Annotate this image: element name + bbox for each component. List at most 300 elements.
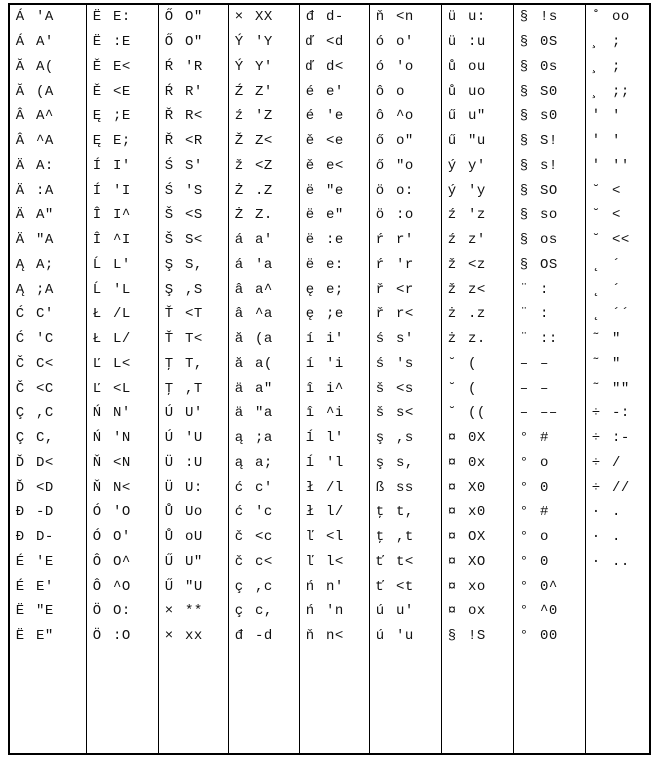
key-sequence: –: [540, 380, 549, 397]
table-row: [10, 426, 86, 451]
key-sequence: ,c: [255, 578, 273, 595]
table-row: [87, 525, 158, 550]
character: °: [519, 529, 529, 546]
table-row: [87, 228, 158, 253]
table-row: [586, 525, 649, 550]
table-row: [87, 104, 158, 129]
character: ţ: [375, 504, 385, 521]
character: ě: [305, 133, 315, 150]
key-sequence: E": [36, 628, 54, 645]
character: ź: [447, 207, 457, 224]
table-row: [10, 401, 86, 426]
table-row: [87, 129, 158, 154]
table-row: [87, 426, 158, 451]
table-row: [442, 129, 513, 154]
character: ź: [447, 232, 457, 249]
table-column: [229, 5, 300, 753]
character: ß: [375, 479, 385, 496]
character: ¨: [519, 306, 529, 323]
table-row: [10, 277, 86, 302]
key-sequence: s!: [540, 157, 558, 174]
table-row: [159, 30, 228, 55]
character: ·: [591, 504, 601, 521]
key-sequence: u': [396, 603, 414, 620]
table-row: [159, 104, 228, 129]
table-row: [10, 104, 86, 129]
character: Ż: [234, 207, 244, 224]
character: ô: [375, 83, 385, 100]
table-row: [514, 203, 585, 228]
table-row: [370, 253, 441, 278]
key-sequence: Z.: [255, 207, 273, 224]
character: Ą: [15, 281, 25, 298]
key-sequence: <r: [396, 281, 414, 298]
table-row: [10, 129, 86, 154]
key-sequence: "E: [36, 603, 54, 620]
table-row: [10, 203, 86, 228]
character: ř: [375, 306, 385, 323]
character: Ş: [164, 256, 174, 273]
character: ˚: [591, 9, 601, 26]
key-sequence: .z: [468, 306, 486, 323]
table-row: [370, 574, 441, 599]
key-sequence: (: [468, 355, 477, 372]
table-row: [370, 376, 441, 401]
table-row: [87, 302, 158, 327]
key-sequence: ..: [612, 553, 630, 570]
key-sequence: –: [540, 355, 549, 372]
table-row: [514, 327, 585, 352]
character: ę: [305, 281, 315, 298]
table-row: [586, 550, 649, 575]
table-row: [87, 475, 158, 500]
table-row: [300, 426, 369, 451]
table-row: [370, 327, 441, 352]
character: ü: [447, 34, 457, 51]
key-sequence: t,: [396, 504, 414, 521]
key-sequence: SO: [540, 182, 558, 199]
table-row: [10, 154, 86, 179]
key-sequence: x0: [468, 504, 486, 521]
character: ˘: [447, 405, 457, 422]
character: Ë: [15, 603, 25, 620]
table-row: [442, 203, 513, 228]
table-row: [514, 277, 585, 302]
character: –: [519, 355, 529, 372]
table-row: [586, 376, 649, 401]
table-row: [87, 154, 158, 179]
key-sequence: 'E: [36, 553, 54, 570]
character: ě: [305, 157, 315, 174]
table-row: [586, 401, 649, 426]
table-row: [586, 599, 649, 624]
key-sequence: n': [326, 578, 344, 595]
character: §: [519, 182, 529, 199]
key-sequence: Uo: [185, 504, 203, 521]
character: Ň: [92, 454, 102, 471]
key-sequence: :e: [326, 232, 344, 249]
key-sequence: ´: [612, 256, 621, 273]
key-sequence: /: [612, 454, 621, 471]
character: Ë: [15, 628, 25, 645]
character: Î: [92, 207, 102, 224]
character: ˛: [591, 281, 601, 298]
table-row: [514, 5, 585, 30]
key-sequence: Y': [255, 58, 273, 75]
key-sequence: (A: [36, 83, 54, 100]
table-row: [159, 574, 228, 599]
table-row: [229, 599, 299, 624]
character: Ň: [92, 479, 102, 496]
key-sequence: 'Y: [255, 34, 273, 51]
character: ł: [305, 479, 315, 496]
key-sequence: -d: [255, 628, 273, 645]
table-row: [300, 203, 369, 228]
table-row: [229, 401, 299, 426]
character: ş: [375, 454, 385, 471]
character: ¤: [447, 529, 457, 546]
table-row: [370, 79, 441, 104]
key-sequence: e": [326, 207, 344, 224]
character: Ó: [92, 529, 102, 546]
character: Ĺ: [92, 256, 102, 273]
table-row: [10, 30, 86, 55]
character: ď: [305, 34, 315, 51]
key-sequence: I': [113, 157, 131, 174]
table-row: [514, 104, 585, 129]
character: Í: [92, 157, 102, 174]
character: ¤: [447, 578, 457, 595]
table-row: [514, 55, 585, 80]
character: Ä: [15, 157, 25, 174]
character: Ţ: [164, 380, 174, 397]
key-sequence: a^: [255, 281, 273, 298]
table-row: [229, 30, 299, 55]
table-row: [159, 302, 228, 327]
character: ·: [591, 529, 601, 546]
key-sequence: 'I: [113, 182, 131, 199]
key-sequence: U": [185, 553, 203, 570]
key-sequence: o': [396, 34, 414, 51]
key-sequence: ^a: [255, 306, 273, 323]
character: Ő: [164, 34, 174, 51]
key-sequence: **: [185, 603, 203, 620]
key-sequence: 'A: [36, 9, 54, 26]
key-sequence: 'r: [396, 256, 414, 273]
table-row: [300, 352, 369, 377]
character: Ž: [234, 133, 244, 150]
table-row: [586, 154, 649, 179]
table-row: [370, 451, 441, 476]
character: ń: [305, 578, 315, 595]
key-sequence: :U: [185, 454, 203, 471]
key-sequence: ;: [612, 34, 621, 51]
key-sequence: 0: [540, 479, 549, 496]
key-sequence: :E: [113, 34, 131, 51]
key-sequence: N': [113, 405, 131, 422]
character: Ł: [92, 331, 102, 348]
key-sequence: N<: [113, 479, 131, 496]
table-row: [442, 550, 513, 575]
character: ˜: [591, 331, 601, 348]
character: Đ: [15, 529, 25, 546]
character: ż: [447, 306, 457, 323]
key-sequence: ': [612, 133, 621, 150]
key-sequence: ,t: [396, 529, 414, 546]
character: ë: [305, 182, 315, 199]
table-row: [370, 277, 441, 302]
character: Ä: [15, 182, 25, 199]
character: ę: [305, 306, 315, 323]
table-row: [159, 203, 228, 228]
character: š: [375, 405, 385, 422]
key-sequence: t<: [396, 553, 414, 570]
table-row: [159, 253, 228, 278]
character: Ű: [164, 578, 174, 595]
character: ţ: [375, 529, 385, 546]
digraph-table: [8, 3, 651, 755]
table-row: [370, 129, 441, 154]
key-sequence: y': [468, 157, 486, 174]
character: í: [305, 331, 315, 348]
character: Ś: [164, 157, 174, 174]
table-row: [10, 574, 86, 599]
key-sequence: #: [540, 504, 549, 521]
key-sequence: E:: [113, 9, 131, 26]
character: ŕ: [375, 256, 385, 273]
character: ű: [447, 133, 457, 150]
character: ă: [234, 355, 244, 372]
character: Ż: [234, 182, 244, 199]
character: ç: [234, 578, 244, 595]
key-sequence: a(: [255, 355, 273, 372]
table-row: [370, 426, 441, 451]
table-row: [586, 129, 649, 154]
character: â: [234, 306, 244, 323]
table-column: [370, 5, 442, 753]
table-row: [300, 277, 369, 302]
table-row: [370, 302, 441, 327]
table-row: [229, 154, 299, 179]
table-row: [514, 376, 585, 401]
key-sequence: 'O: [113, 504, 131, 521]
table-row: [514, 500, 585, 525]
table-row: [87, 253, 158, 278]
character: ý: [447, 182, 457, 199]
character: Á: [15, 9, 25, 26]
table-row: [300, 599, 369, 624]
character: Ť: [164, 306, 174, 323]
key-sequence: (: [468, 380, 477, 397]
character: Ö: [92, 603, 102, 620]
table-row: [229, 104, 299, 129]
key-sequence: 'e: [326, 108, 344, 125]
character: Â: [15, 108, 25, 125]
key-sequence: :: [540, 281, 549, 298]
key-sequence: S<: [185, 232, 203, 249]
character: Í: [92, 182, 102, 199]
character: î: [305, 405, 315, 422]
key-sequence: <S: [185, 207, 203, 224]
table-column: [10, 5, 87, 753]
character: é: [305, 83, 315, 100]
table-row: [87, 327, 158, 352]
character: Ć: [15, 306, 25, 323]
character: §: [447, 628, 457, 645]
table-row: [300, 104, 369, 129]
table-row: [159, 525, 228, 550]
key-sequence: l/: [326, 504, 344, 521]
table-row: [514, 426, 585, 451]
character: Ę: [92, 108, 102, 125]
character: §: [519, 256, 529, 273]
table-row: [159, 352, 228, 377]
key-sequence: ou: [468, 58, 486, 75]
character: ť: [375, 578, 385, 595]
key-sequence: 'c: [255, 504, 273, 521]
key-sequence: A(: [36, 58, 54, 75]
key-sequence: /L: [113, 306, 131, 323]
key-sequence: 'i: [326, 355, 344, 372]
table-row: [10, 624, 86, 649]
key-sequence: U': [185, 405, 203, 422]
character: ĺ: [305, 430, 315, 447]
key-sequence: E': [36, 578, 54, 595]
key-sequence: ´´: [612, 306, 630, 323]
table-row: [370, 599, 441, 624]
table-row: [442, 178, 513, 203]
character: ş: [375, 430, 385, 447]
character: ą: [234, 454, 244, 471]
character: Ú: [164, 430, 174, 447]
character: ÷: [591, 405, 601, 422]
key-sequence: O:: [113, 603, 131, 620]
character: ó: [375, 34, 385, 51]
table-row: [370, 154, 441, 179]
key-sequence: OX: [468, 529, 486, 546]
key-sequence: r<: [396, 306, 414, 323]
table-row: [229, 451, 299, 476]
key-sequence: ^A: [36, 133, 54, 150]
key-sequence: L<: [113, 355, 131, 372]
key-sequence: d<: [326, 58, 344, 75]
key-sequence: e:: [326, 256, 344, 273]
table-row: [10, 5, 86, 30]
table-row: [514, 352, 585, 377]
key-sequence: '': [612, 157, 630, 174]
key-sequence: .: [612, 529, 621, 546]
table-row: [514, 525, 585, 550]
table-row: [586, 228, 649, 253]
character: ď: [305, 58, 315, 75]
character: Č: [15, 355, 25, 372]
key-sequence: !S: [468, 628, 486, 645]
character: ʹ: [591, 157, 601, 174]
character: §: [519, 232, 529, 249]
key-sequence: :-: [612, 430, 630, 447]
character: ¸: [591, 83, 601, 100]
table-row: [586, 352, 649, 377]
character: ă: [234, 331, 244, 348]
table-row: [442, 500, 513, 525]
table-row: [87, 401, 158, 426]
table-column: [586, 5, 649, 753]
table-row: [229, 277, 299, 302]
character: ś: [375, 355, 385, 372]
character: Ţ: [164, 355, 174, 372]
key-sequence: U:: [185, 479, 203, 496]
table-row: [442, 352, 513, 377]
table-row: [10, 178, 86, 203]
character: ¤: [447, 504, 457, 521]
table-row: [159, 376, 228, 401]
table-row: [159, 79, 228, 104]
character: Ă: [15, 58, 25, 75]
table-row: [10, 302, 86, 327]
table-row: [586, 475, 649, 500]
table-row: [300, 624, 369, 649]
key-sequence: D<: [36, 454, 54, 471]
key-sequence: i^: [326, 380, 344, 397]
character: Ř: [164, 108, 174, 125]
key-sequence: so: [540, 207, 558, 224]
character: ć: [234, 479, 244, 496]
character: Č: [15, 380, 25, 397]
character: ź: [234, 108, 244, 125]
table-row: [370, 203, 441, 228]
table-row: [10, 228, 86, 253]
table-row: [442, 599, 513, 624]
table-row: [514, 253, 585, 278]
character: ż: [447, 331, 457, 348]
table-row: [300, 525, 369, 550]
table-row: [442, 277, 513, 302]
character: ů: [447, 83, 457, 100]
table-row: [229, 525, 299, 550]
table-row: [300, 253, 369, 278]
key-sequence: O": [185, 9, 203, 26]
table-row: [87, 178, 158, 203]
key-sequence: 00: [540, 628, 558, 645]
character: ¸: [591, 58, 601, 75]
key-sequence: 'R: [185, 58, 203, 75]
character: ë: [305, 232, 315, 249]
table-row: [514, 178, 585, 203]
table-row: [514, 302, 585, 327]
key-sequence: 'C: [36, 331, 54, 348]
table-row: [514, 475, 585, 500]
character: §: [519, 58, 529, 75]
table-row: [586, 55, 649, 80]
key-sequence: //: [612, 479, 630, 496]
table-row: [300, 475, 369, 500]
table-row: [370, 55, 441, 80]
character: î: [305, 380, 315, 397]
character: ˘: [591, 182, 601, 199]
key-sequence: /l: [326, 479, 344, 496]
key-sequence: z': [468, 232, 486, 249]
key-sequence: xo: [468, 578, 486, 595]
character: Ô: [92, 578, 102, 595]
table-row: [514, 129, 585, 154]
key-sequence: <Z: [255, 157, 273, 174]
key-sequence: os: [540, 232, 558, 249]
key-sequence: R': [185, 83, 203, 100]
character: §: [519, 157, 529, 174]
key-sequence: <R: [185, 133, 203, 150]
table-row: [586, 574, 649, 599]
character: Ő: [164, 9, 174, 26]
